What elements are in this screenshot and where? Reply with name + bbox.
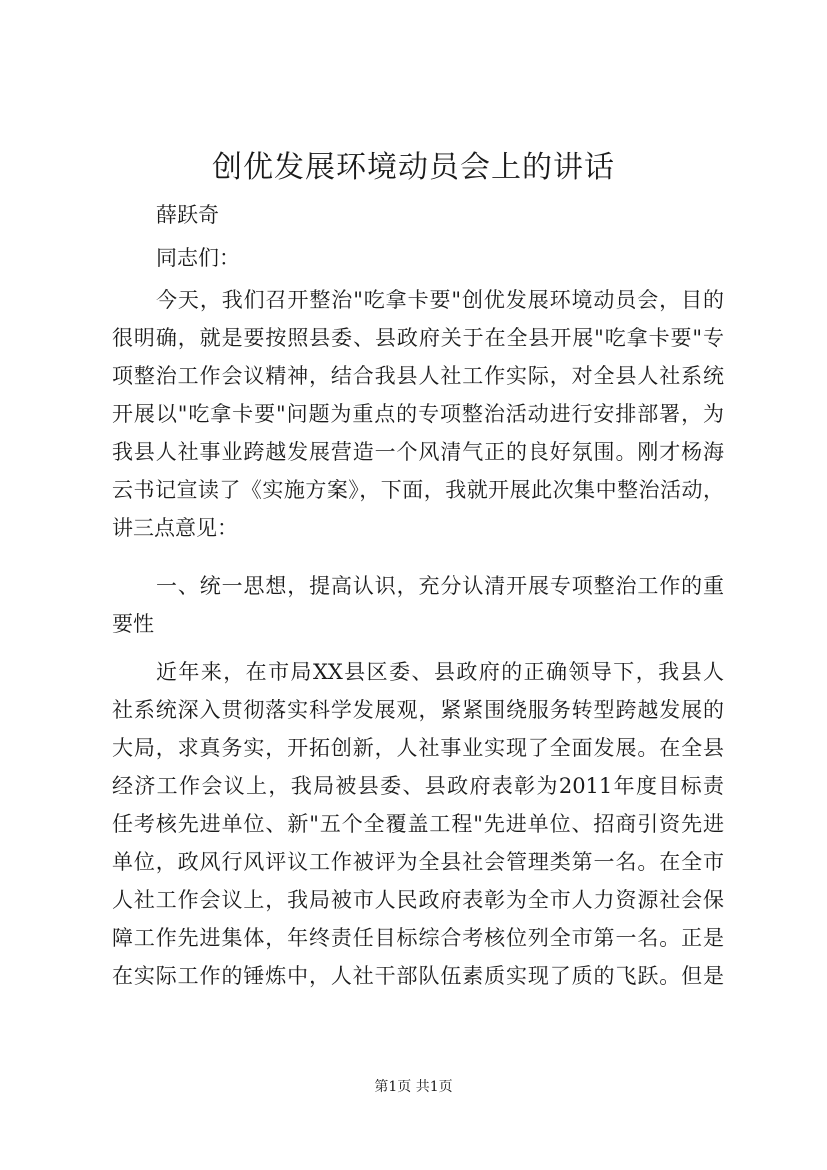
paragraph-line: 今天，我们召开整治"吃拿卡要"创优发展环境动员会，目的 <box>156 288 724 312</box>
salutation-line: 同志们： <box>156 246 240 270</box>
paragraph-line: 任考核先进单位、新"五个全覆盖工程"先进单位、招商引资先进 <box>112 812 724 836</box>
paragraph-line: 经济工作会议上，我局被县委、县政府表彰为2011年度目标责 <box>112 774 724 798</box>
document-title: 创优发展环境动员会上的讲话 <box>212 150 615 185</box>
author-line: 薛跃奇 <box>156 203 219 227</box>
paragraph-line: 在实际工作的锤炼中，人社干部队伍素质实现了质的飞跃。但是 <box>112 964 724 988</box>
section-heading-line: 一、统一思想，提高认识，充分认清开展专项整治工作的重 <box>156 574 724 598</box>
paragraph-line: 讲三点意见： <box>112 516 238 540</box>
paragraph-line: 很明确，就是要按照县委、县政府关于在全县开展"吃拿卡要"专 <box>112 326 724 350</box>
paragraph-line: 大局，求真务实，开拓创新，人社事业实现了全面发展。在全县 <box>112 736 724 760</box>
paragraph-line: 开展以"吃拿卡要"问题为重点的专项整治活动进行安排部署，为 <box>112 402 724 426</box>
page-number-footer: 第1页 共1页 <box>374 1079 453 1095</box>
paragraph-line: 项整治工作会议精神，结合我县人社工作实际，对全县人社系统 <box>112 364 724 388</box>
paragraph-line: 障工作先进集体，年终责任目标综合考核位列全市第一名。正是 <box>112 926 724 950</box>
paragraph-line: 单位，政风行风评议工作被评为全县社会管理类第一名。在全市 <box>112 850 724 874</box>
section-heading-line: 要性 <box>112 612 154 636</box>
paragraph-line: 人社工作会议上，我局被市人民政府表彰为全市人力资源社会保 <box>112 888 724 912</box>
paragraph-line: 云书记宣读了《实施方案》，下面，我就开展此次集中整治活动， <box>112 478 724 502</box>
paragraph-line: 我县人社事业跨越发展营造一个风清气正的良好氛围。刚才杨海 <box>112 440 724 464</box>
paragraph-line: 近年来，在市局XX县区委、县政府的正确领导下，我县人 <box>156 660 724 684</box>
paragraph-line: 社系统深入贯彻落实科学发展观，紧紧围绕服务转型跨越发展的 <box>112 698 724 722</box>
